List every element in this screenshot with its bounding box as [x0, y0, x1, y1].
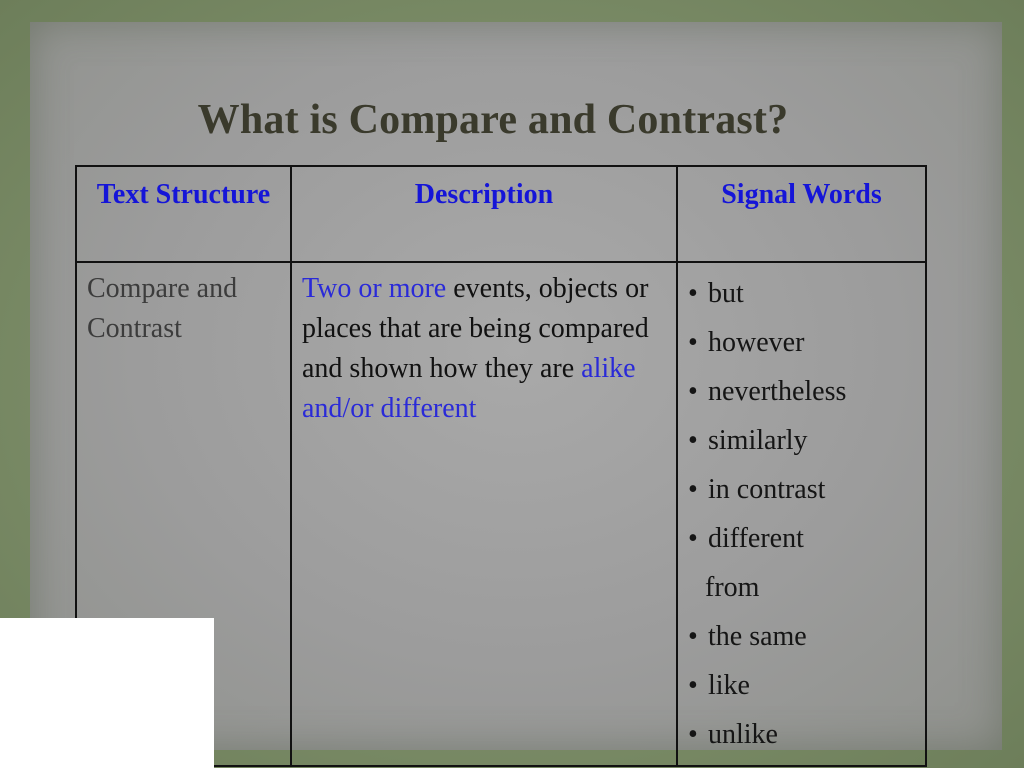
bullet-icon: •	[688, 425, 698, 456]
table-header-row	[76, 166, 926, 262]
signal-word: the same	[708, 621, 807, 652]
bullet-icon: •	[688, 376, 698, 407]
bullet-icon: •	[688, 278, 698, 309]
signal-word: different	[708, 523, 804, 554]
list-item	[688, 465, 915, 514]
signal-word: however	[708, 327, 805, 358]
bullet-icon: •	[688, 670, 698, 701]
bullet-icon: •	[688, 523, 698, 554]
header-description: Description	[291, 166, 677, 262]
bullet-icon: •	[688, 327, 698, 358]
list-item	[688, 514, 915, 563]
list-item	[688, 318, 915, 367]
bullet-icon: •	[688, 719, 698, 750]
cell-description	[291, 262, 677, 766]
signal-word-list	[688, 269, 915, 759]
white-corner-block	[0, 618, 214, 768]
list-item	[688, 367, 915, 416]
bullet-icon: •	[688, 474, 698, 505]
header-signal-words: Signal Words	[677, 166, 926, 262]
list-item	[688, 710, 915, 759]
list-item	[688, 612, 915, 661]
list-item	[688, 661, 915, 710]
header-text-structure: Text Structure	[76, 166, 291, 262]
cell-signal-words	[677, 262, 926, 766]
list-item	[688, 269, 915, 318]
signal-word: but	[708, 278, 744, 309]
description-highlight-quantity: Two or more	[302, 273, 447, 304]
description-body: events, objects or places that are being compared and shown how they are	[302, 273, 649, 384]
list-item	[688, 416, 915, 465]
signal-word: from	[705, 572, 760, 603]
signal-word: like	[708, 670, 750, 701]
description-highlight-alike: alike and/or different	[302, 353, 636, 424]
list-item-continuation	[688, 563, 915, 612]
signal-word: similarly	[708, 425, 808, 456]
signal-word: nevertheless	[708, 376, 847, 407]
slide-title: What is Compare and Contrast?	[197, 97, 789, 143]
signal-word: in contrast	[708, 474, 826, 505]
signal-word: unlike	[708, 719, 778, 750]
bullet-icon: •	[688, 621, 698, 652]
cell-text-structure: Compare and Contrast	[76, 262, 291, 766]
